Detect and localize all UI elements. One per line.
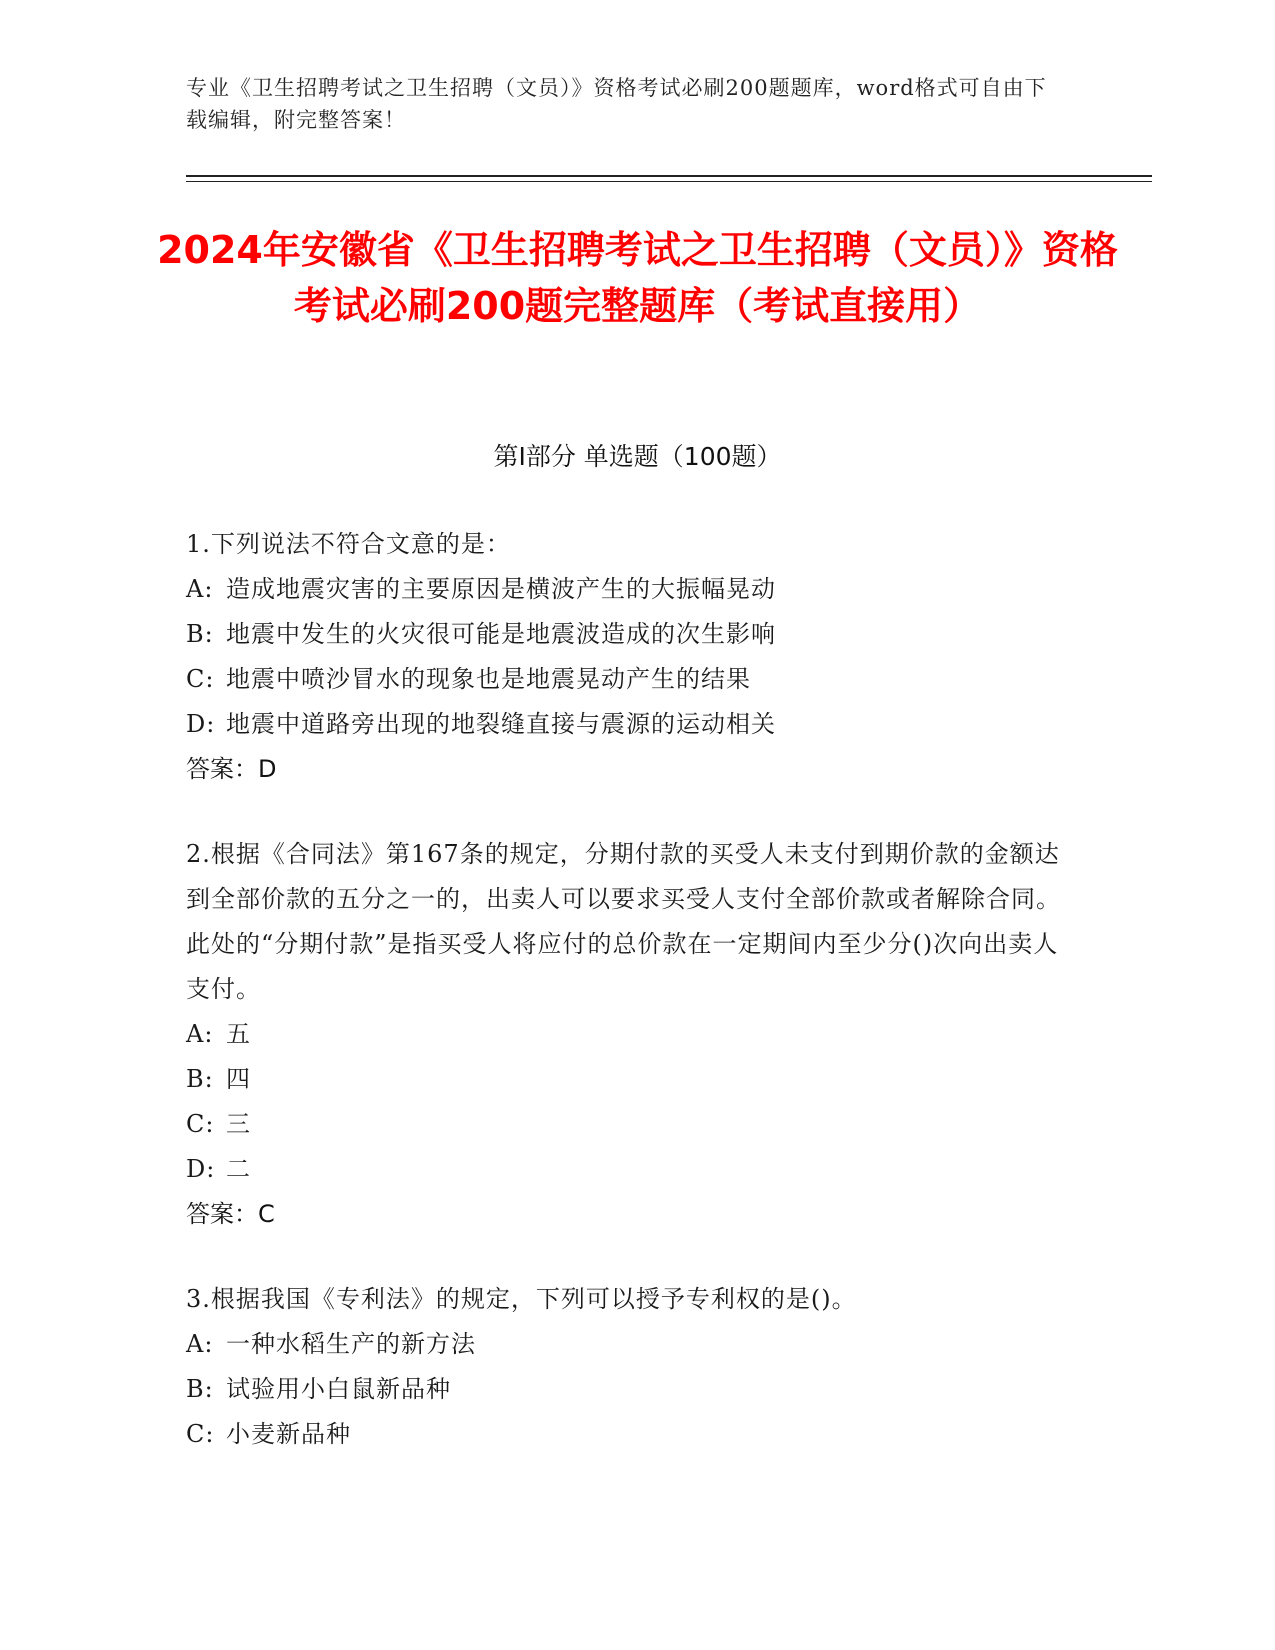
header-rule-thick — [186, 175, 1152, 177]
option-c — [186, 1412, 1066, 1457]
option-text: 五 — [226, 1020, 251, 1048]
option-text: 一种水稻生产的新方法 — [226, 1330, 476, 1358]
section-heading: 第Ⅰ部分 单选题（100题） — [493, 442, 782, 471]
option-text: 地震中喷沙冒水的现象也是地震晃动产生的结果 — [226, 665, 751, 693]
option-letter: C: — [186, 1110, 215, 1138]
option-letter: A: — [186, 1330, 214, 1358]
question-stem: 2.根据《合同法》第167条的规定，分期付款的买受人未支付到期价款的金额达到全部价款的五分之一的，出卖人可以要求买受人支付全部价款或者解除合同。此处的“分期付款”是指买受人将应付的总价款在一定期间内至少分()次向出卖人支付。 — [186, 840, 1061, 1003]
option-letter: A: — [186, 575, 214, 603]
option-letter: B: — [186, 620, 214, 648]
option-d — [186, 702, 1066, 747]
option-letter: B: — [186, 1065, 214, 1093]
option-b — [186, 1057, 1066, 1102]
option-b — [186, 1367, 1066, 1412]
question-stem: 1.下列说法不符合文意的是： — [186, 530, 511, 558]
document-title: 2024年安徽省《卫生招聘考试之卫生招聘（文员）》资格考试必刷200题完整题库（考试直接用） — [157, 228, 1118, 328]
option-text: 二 — [226, 1155, 251, 1183]
option-letter: D: — [186, 1155, 216, 1183]
question-list — [186, 522, 1066, 1497]
option-c — [186, 1102, 1066, 1147]
option-text: 地震中道路旁出现的地裂缝直接与震源的运动相关 — [226, 710, 776, 738]
option-letter: C: — [186, 1420, 215, 1448]
option-letter: C: — [186, 665, 215, 693]
option-letter: D: — [186, 710, 216, 738]
option-c — [186, 657, 1066, 702]
header-rule-thin — [186, 181, 1152, 182]
option-letter: B: — [186, 1375, 214, 1403]
option-letter: A: — [186, 1020, 214, 1048]
option-text: 三 — [226, 1110, 251, 1138]
question-2 — [186, 832, 1066, 1237]
question-3 — [186, 1277, 1066, 1457]
option-text: 小麦新品种 — [226, 1420, 351, 1448]
header-note: 专业《卫生招聘考试之卫生招聘（文员）》资格考试必刷200题题库，word格式可自由下载编辑，附完整答案！ — [186, 76, 1047, 132]
option-text: 造成地震灾害的主要原因是横波产生的大振幅晃动 — [226, 575, 776, 603]
question-stem: 3.根据我国《专利法》的规定，下列可以授予专利权的是()。 — [186, 1285, 857, 1313]
option-a — [186, 1322, 1066, 1367]
option-a — [186, 567, 1066, 612]
option-text: 地震中发生的火灾很可能是地震波造成的次生影响 — [226, 620, 776, 648]
option-text: 试验用小白鼠新品种 — [226, 1375, 451, 1403]
answer-line: 答案：C — [186, 1200, 275, 1228]
answer-line: 答案：D — [186, 755, 277, 783]
option-b — [186, 612, 1066, 657]
option-d — [186, 1147, 1066, 1192]
option-a — [186, 1012, 1066, 1057]
option-text: 四 — [226, 1065, 251, 1093]
question-1 — [186, 522, 1066, 792]
